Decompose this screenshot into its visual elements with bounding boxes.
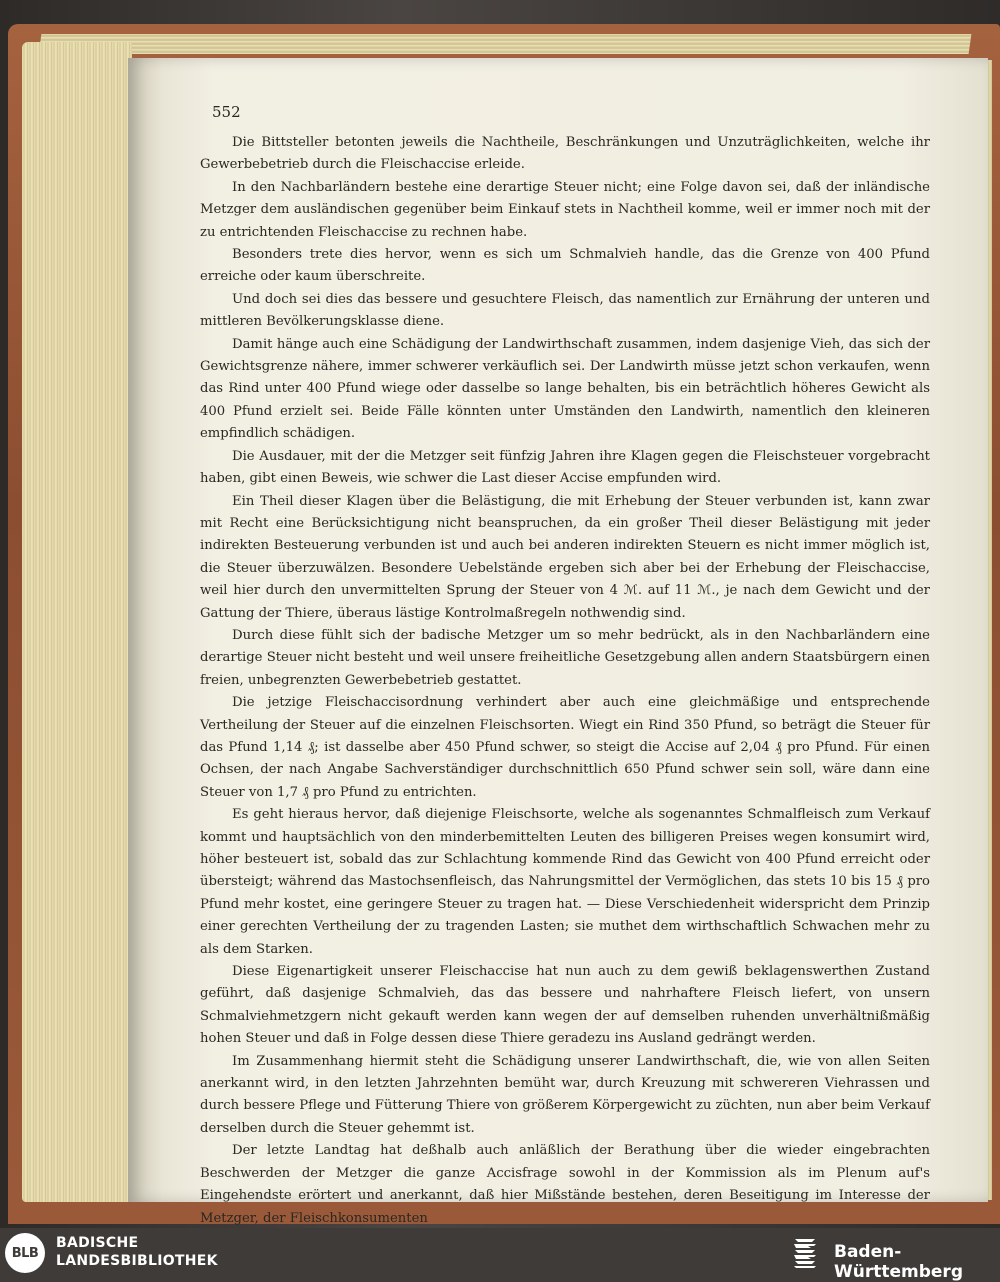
page-text	[200, 132, 930, 1228]
footer-bar	[0, 1228, 1000, 1282]
paragraph: Die Bittsteller betonten jeweils die Nachtheile, Beschränkungen und Unzuträglichkeiten, welche ihr Gewerbebetrieb durch die Fleischaccise erleide.	[200, 135, 930, 173]
paragraph: Es geht hieraus hervor, daß diejenige Fleischsorte, welche als sogenanntes Schmalfleisch zum Verkauf kommt und hauptsächlich von den minderbemittelten Leuten des billigeren Preises wegen konsumirt wird, höher besteuert ist, sobald das zur Schlachtung kommende Rind das Gewicht von 400 Pfund erreicht oder übersteigt; während das Mastochsenfleisch, das Nahrungsmittel der Vermöglichen, das stets 10 bis 15 ₰ pro Pfund mehr kostet, eine geringere Steuer zu tragen hat. — Diese Verschiedenheit widerspricht dem Prinzip einer gerechten Vertheilung der zu tragenden Lasten; sie muthet dem wirthschaftlich Schwachen mehr zu als dem Starken.	[200, 807, 930, 957]
page-block-top	[39, 34, 972, 54]
page-block-left	[22, 42, 132, 1202]
paragraph: Der letzte Landtag hat deßhalb auch anläßlich der Berathung über die wieder eingebrachten Beschwerden der Metzger die ganze Accisfrage sowohl in der Kommission als im Plenum auf's Eingehendste erörtert und anerkannt, daß hier Mißstände bestehen, deren Beseitigung im Interesse der Metzger, der Fleischkonsumenten	[200, 1143, 930, 1226]
paragraph: Und doch sei dies das bessere und gesuchtere Fleisch, das namentlich zur Ernährung der unteren und mittleren Bevölkerungsklasse diene.	[200, 291, 930, 330]
paragraph: Damit hänge auch eine Schädigung der Landwirthschaft zusammen, indem dasjenige Vieh, das sich der Gewichtsgrenze nähere, immer schwerer verkäuflich sei. Der Landwirth müsse jetzt schon verkaufen, wenn das Rind unter 400 Pfund wiege oder dasselbe so lange behalten, bis ein beträchtlich höheres Gewicht als 400 Pfund erzielt sei. Beide Fälle könnten unter Umständen den Landwirth, namentlich den kleineren empfindlich schädigen.	[200, 336, 930, 442]
library-name[interactable]	[56, 1234, 218, 1270]
lions-icon[interactable]	[792, 1235, 822, 1271]
paragraph: Die jetzige Fleischaccisordnung verhindert aber auch eine gleichmäßige und entsprechende Vertheilung der Steuer auf die einzelnen Fleischsorten. Wiegt ein Rind 350 Pfund, so beträgt die Steuer für das Pfund 1,14 ₰; ist dasselbe aber 450 Pfund schwer, so steigt die Accise auf 2,04 ₰ pro Pfund. Für einen Ochsen, der nach Angabe Sachverständiger durchschnittlich 650 Pfund schwer sein soll, wäre dann eine Steuer von 1,7 ₰ pro Pfund zu entrichten.	[200, 695, 930, 800]
paragraph: Ein Theil dieser Klagen über die Belästigung, die mit Erhebung der Steuer verbunden ist, kann zwar mit Recht eine Berücksichtigung nicht beanspruchen, da ein großer Theil dieser Belästigung mit jeder indirekten Besteuerung verbunden ist und auch bei anderen indirekten Steuern es nicht immer möglich ist, die Steuer überzuwälzen. Besondere Uebelstände ergeben sich aber bei der Erhebung der Fleischaccise, weil hier durch den unvermittelten Sprung der Steuer von 4 ℳ. auf 11 ℳ., je nach dem Gewicht und der Gattung der Thiere, überaus lästige Kontrolmaßregeln nothwendig sind.	[200, 493, 930, 621]
blb-logo[interactable]: BLB	[5, 1233, 45, 1273]
library-name-line2: LANDESBIBLIOTHEK	[56, 1253, 218, 1269]
page-number: 552	[212, 103, 241, 121]
library-name-line1: BADISCHE	[56, 1235, 139, 1251]
state-name[interactable]: Baden-Württemberg	[834, 1242, 963, 1282]
paragraph: Im Zusammenhang hiermit steht die Schädigung unserer Landwirthschaft, die, wie von allen Seiten anerkannt wird, in den letzten Jahrzehnten bemüht war, durch Kreuzung mit schwereren Viehrassen und durch bessere Pflege und Fütterung Thiere von größerem Körpergewicht zu züchten, nun aber beim Verkauf derselben durch die Steuer gehemmt ist.	[200, 1053, 930, 1136]
paragraph: Die Ausdauer, mit der die Metzger seit fünfzig Jahren ihre Klagen gegen die Fleischsteuer vorgebracht haben, gibt einen Beweis, wie schwer die Last dieser Accise empfunden wird.	[200, 448, 930, 487]
paragraph: Diese Eigenartigkeit unserer Fleischaccise hat nun auch zu dem gewiß beklagenswerthen Zustand geführt, daß dasjenige Schmalvieh, das das bessere und nahrhaftere Fleisch liefert, von unsern Schmalviehmetzgern nicht gekauft werden kann wegen der auf demselben ruhenden unverhältnißmäßig hohen Steuer und daß in Folge dessen diese Thiere geradezu ins Ausland gedrängt werden.	[200, 964, 930, 1047]
paragraph: Besonders trete dies hervor, wenn es sich um Schmalvieh handle, das die Grenze von 400 Pfund erreiche oder kaum überschreite.	[200, 247, 930, 285]
paragraph: Durch diese fühlt sich der badische Metzger um so mehr bedrückt, als in den Nachbarländern eine derartige Steuer nicht besteht und weil unsere freiheitliche Gesetzgebung allen andern Staatsbürgern einen freien, unbegrenzten Gewerbebetrieb gestattet.	[200, 627, 930, 688]
book-page	[128, 58, 988, 1226]
paragraph: In den Nachbarländern bestehe eine derartige Steuer nicht; eine Folge davon sei, daß der inländische Metzger dem ausländischen gegenüber beim Einkauf stets in Nachtheil komme, weil er immer noch mit der zu entrichtenden Fleischaccise zu rechnen habe.	[200, 179, 930, 240]
